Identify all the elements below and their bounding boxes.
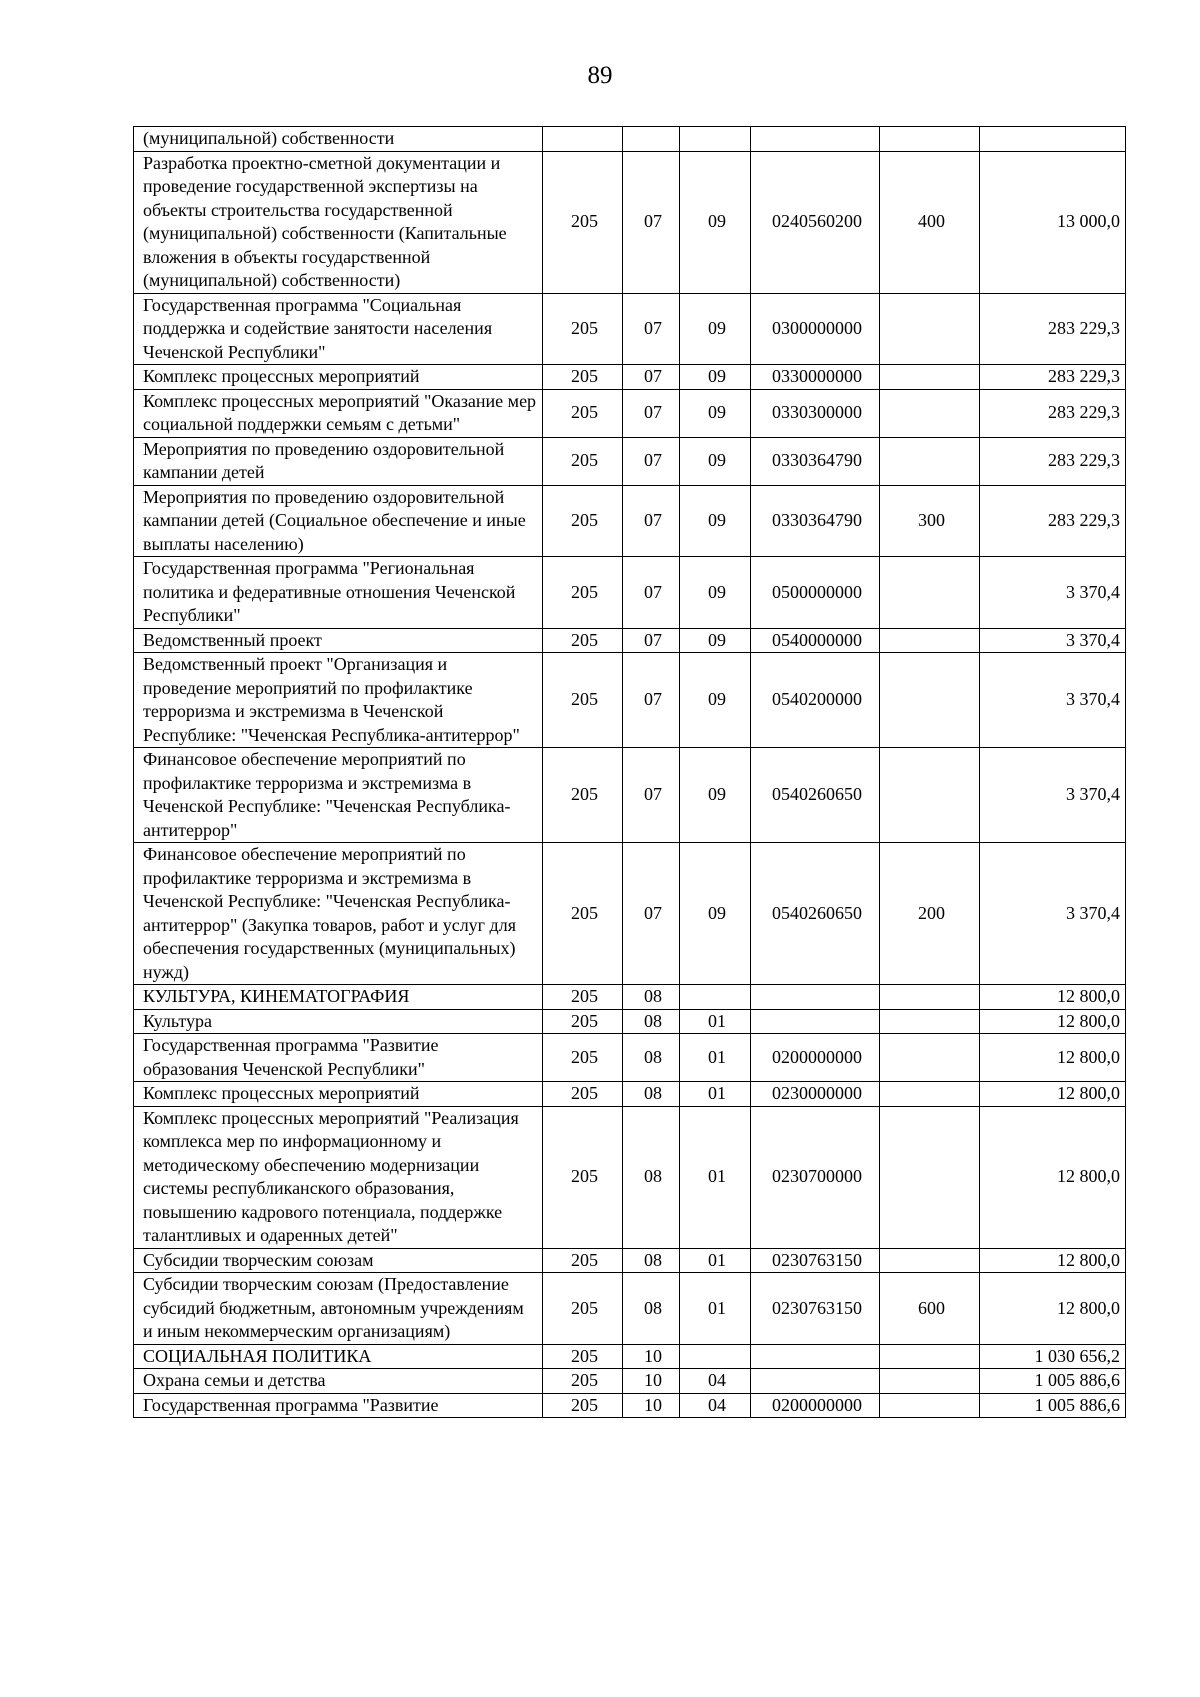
target-article-code: 0540260650	[751, 748, 880, 843]
subsection-code: 09	[680, 653, 751, 748]
section-code: 08	[623, 1106, 680, 1248]
row-name: Мероприятия по проведению оздоровительной кампании детей	[134, 437, 543, 485]
subsection-code: 01	[680, 1034, 751, 1082]
subsection-code: 01	[680, 1248, 751, 1273]
amount: 12 800,0	[980, 985, 1126, 1010]
target-article-code	[751, 985, 880, 1010]
table-row	[134, 557, 1126, 629]
amount: 3 370,4	[980, 628, 1126, 653]
expense-type-code: 400	[880, 151, 980, 293]
subsection-code: 09	[680, 485, 751, 557]
subsection-code	[680, 1344, 751, 1369]
target-article-code: 0540200000	[751, 653, 880, 748]
expense-type-code: 600	[880, 1273, 980, 1345]
amount: 283 229,3	[980, 485, 1126, 557]
section-code: 07	[623, 485, 680, 557]
target-article-code: 0540000000	[751, 628, 880, 653]
subsection-code: 09	[680, 151, 751, 293]
table-row	[134, 843, 1126, 985]
amount: 12 800,0	[980, 1009, 1126, 1034]
amount: 283 229,3	[980, 293, 1126, 365]
row-name: Государственная программа "Развитие	[134, 1393, 543, 1418]
target-article-code	[751, 127, 880, 152]
row-name: Государственная программа "Региональная политика и федеративные отношения Чеченской Республики"	[134, 557, 543, 629]
target-article-code: 0330364790	[751, 437, 880, 485]
section-code: 10	[623, 1369, 680, 1394]
subsection-code	[680, 127, 751, 152]
ministry-code: 205	[543, 389, 623, 437]
ministry-code	[543, 127, 623, 152]
row-name: Культура	[134, 1009, 543, 1034]
target-article-code: 0330300000	[751, 389, 880, 437]
row-name: Государственная программа "Развитие образования Чеченской Республики"	[134, 1034, 543, 1082]
target-article-code: 0540260650	[751, 843, 880, 985]
table-row	[134, 365, 1126, 390]
section-code: 07	[623, 365, 680, 390]
row-name: Финансовое обеспечение мероприятий по профилактике терроризма и экстремизма в Чеченской Республике: "Чеченская Республика-антитеррор"	[134, 748, 543, 843]
expense-type-code	[880, 628, 980, 653]
section-code: 08	[623, 1034, 680, 1082]
ministry-code: 205	[543, 1393, 623, 1418]
ministry-code: 205	[543, 748, 623, 843]
row-name: Разработка проектно-сметной документации и проведение государственной экспертизы на объекты строительства государственной (муниципальной) собственности (Капитальные вложения в объекты государственной (муниципальной) собственности)	[134, 151, 543, 293]
section-code: 08	[623, 1082, 680, 1107]
row-name: Комплекс процессных мероприятий	[134, 365, 543, 390]
table-row	[134, 1369, 1126, 1394]
amount: 12 800,0	[980, 1034, 1126, 1082]
subsection-code: 01	[680, 1082, 751, 1107]
section-code: 07	[623, 557, 680, 629]
target-article-code: 0240560200	[751, 151, 880, 293]
section-code: 07	[623, 437, 680, 485]
amount	[980, 127, 1126, 152]
subsection-code: 04	[680, 1369, 751, 1394]
table-row	[134, 1082, 1126, 1107]
row-name: Субсидии творческим союзам	[134, 1248, 543, 1273]
subsection-code: 01	[680, 1106, 751, 1248]
section-code: 07	[623, 628, 680, 653]
row-name: КУЛЬТУРА, КИНЕМАТОГРАФИЯ	[134, 985, 543, 1010]
row-name: Ведомственный проект "Организация и проведение мероприятий по профилактике терроризма и экстремизма в Чеченской Республике: "Чеченская Республика-антитеррор"	[134, 653, 543, 748]
subsection-code: 01	[680, 1009, 751, 1034]
amount: 13 000,0	[980, 151, 1126, 293]
section-code: 10	[623, 1393, 680, 1418]
ministry-code: 205	[543, 293, 623, 365]
table-row	[134, 1106, 1126, 1248]
row-name: Комплекс процессных мероприятий	[134, 1082, 543, 1107]
subsection-code: 04	[680, 1393, 751, 1418]
table-row	[134, 1034, 1126, 1082]
amount: 3 370,4	[980, 748, 1126, 843]
section-code: 07	[623, 748, 680, 843]
section-code: 10	[623, 1344, 680, 1369]
amount: 12 800,0	[980, 1273, 1126, 1345]
target-article-code: 0230000000	[751, 1082, 880, 1107]
ministry-code: 205	[543, 1273, 623, 1345]
subsection-code: 09	[680, 293, 751, 365]
table-row	[134, 1009, 1126, 1034]
row-name: Мероприятия по проведению оздоровительной кампании детей (Социальное обеспечение и иные выплаты населению)	[134, 485, 543, 557]
table-body	[134, 127, 1126, 1418]
ministry-code: 205	[543, 437, 623, 485]
section-code: 07	[623, 151, 680, 293]
amount: 283 229,3	[980, 365, 1126, 390]
expense-type-code	[880, 1082, 980, 1107]
ministry-code: 205	[543, 1082, 623, 1107]
row-name: Финансовое обеспечение мероприятий по профилактике терроризма и экстремизма в Чеченской Республике: "Чеченская Республика-антитеррор" (Закупка товаров, работ и услуг для обеспечения государственных (муниципальных) нужд)	[134, 843, 543, 985]
expense-type-code	[880, 1106, 980, 1248]
expense-type-code	[880, 1344, 980, 1369]
expense-type-code	[880, 1034, 980, 1082]
subsection-code: 09	[680, 628, 751, 653]
ministry-code: 205	[543, 1034, 623, 1082]
expense-type-code	[880, 1248, 980, 1273]
table-row	[134, 485, 1126, 557]
budget-table	[133, 126, 1126, 1418]
amount: 1 030 656,2	[980, 1344, 1126, 1369]
section-code: 08	[623, 1009, 680, 1034]
target-article-code: 0330364790	[751, 485, 880, 557]
row-name: Комплекс процессных мероприятий "Реализация комплекса мер по информационному и методическому обеспечению модернизации системы республиканского образования, повышению кадрового потенциала, поддержке талантливых и одаренных детей"	[134, 1106, 543, 1248]
amount: 1 005 886,6	[980, 1393, 1126, 1418]
table-row	[134, 151, 1126, 293]
ministry-code: 205	[543, 843, 623, 985]
ministry-code: 205	[543, 985, 623, 1010]
row-name: Комплекс процессных мероприятий "Оказание мер социальной поддержки семьям с детьми"	[134, 389, 543, 437]
ministry-code: 205	[543, 365, 623, 390]
target-article-code: 0200000000	[751, 1034, 880, 1082]
target-article-code: 0330000000	[751, 365, 880, 390]
expense-type-code	[880, 557, 980, 629]
ministry-code: 205	[543, 151, 623, 293]
expense-type-code: 200	[880, 843, 980, 985]
target-article-code: 0300000000	[751, 293, 880, 365]
ministry-code: 205	[543, 1369, 623, 1394]
row-name: Субсидии творческим союзам (Предоставление субсидий бюджетным, автономным учреждениям и иным некоммерческим организациям)	[134, 1273, 543, 1345]
target-article-code	[751, 1009, 880, 1034]
ministry-code: 205	[543, 1248, 623, 1273]
subsection-code: 09	[680, 748, 751, 843]
subsection-code: 09	[680, 365, 751, 390]
expense-type-code	[880, 437, 980, 485]
amount: 12 800,0	[980, 1248, 1126, 1273]
ministry-code: 205	[543, 1344, 623, 1369]
section-code: 08	[623, 1273, 680, 1345]
amount: 12 800,0	[980, 1082, 1126, 1107]
table-row	[134, 1248, 1126, 1273]
expense-type-code	[880, 1369, 980, 1394]
expense-type-code	[880, 127, 980, 152]
amount: 1 005 886,6	[980, 1369, 1126, 1394]
row-name: Охрана семьи и детства	[134, 1369, 543, 1394]
ministry-code: 205	[543, 485, 623, 557]
amount: 12 800,0	[980, 1106, 1126, 1248]
expense-type-code	[880, 748, 980, 843]
section-code: 07	[623, 843, 680, 985]
subsection-code: 09	[680, 389, 751, 437]
table-row	[134, 293, 1126, 365]
ministry-code: 205	[543, 628, 623, 653]
section-code: 07	[623, 293, 680, 365]
subsection-code: 09	[680, 437, 751, 485]
expense-type-code	[880, 985, 980, 1010]
expense-type-code	[880, 653, 980, 748]
subsection-code: 09	[680, 843, 751, 985]
subsection-code	[680, 985, 751, 1010]
row-name: СОЦИАЛЬНАЯ ПОЛИТИКА	[134, 1344, 543, 1369]
ministry-code: 205	[543, 1106, 623, 1248]
amount: 283 229,3	[980, 389, 1126, 437]
target-article-code	[751, 1344, 880, 1369]
subsection-code: 01	[680, 1273, 751, 1345]
amount: 3 370,4	[980, 653, 1126, 748]
table-row	[134, 389, 1126, 437]
table-row	[134, 628, 1126, 653]
expense-type-code	[880, 1393, 980, 1418]
target-article-code: 0230763150	[751, 1248, 880, 1273]
subsection-code: 09	[680, 557, 751, 629]
amount: 283 229,3	[980, 437, 1126, 485]
section-code: 07	[623, 389, 680, 437]
row-name: Государственная программа "Социальная поддержка и содействие занятости населения Чеченской Республики"	[134, 293, 543, 365]
expense-type-code	[880, 389, 980, 437]
amount: 3 370,4	[980, 557, 1126, 629]
section-code: 08	[623, 985, 680, 1010]
target-article-code: 0200000000	[751, 1393, 880, 1418]
ministry-code: 205	[543, 653, 623, 748]
table-row	[134, 1344, 1126, 1369]
amount: 3 370,4	[980, 843, 1126, 985]
table-row	[134, 985, 1126, 1010]
section-code: 08	[623, 1248, 680, 1273]
table-row	[134, 748, 1126, 843]
target-article-code: 0500000000	[751, 557, 880, 629]
target-article-code	[751, 1369, 880, 1394]
expense-type-code	[880, 293, 980, 365]
target-article-code: 0230763150	[751, 1273, 880, 1345]
table-row	[134, 437, 1126, 485]
row-name: (муниципальной) собственности	[134, 127, 543, 152]
ministry-code: 205	[543, 557, 623, 629]
expense-type-code: 300	[880, 485, 980, 557]
table-row	[134, 653, 1126, 748]
expense-type-code	[880, 365, 980, 390]
page-number: 89	[587, 62, 613, 89]
table-row	[134, 127, 1126, 152]
row-name: Ведомственный проект	[134, 628, 543, 653]
section-code	[623, 127, 680, 152]
expense-type-code	[880, 1009, 980, 1034]
table-row	[134, 1273, 1126, 1345]
target-article-code: 0230700000	[751, 1106, 880, 1248]
section-code: 07	[623, 653, 680, 748]
table-row	[134, 1393, 1126, 1418]
ministry-code: 205	[543, 1009, 623, 1034]
